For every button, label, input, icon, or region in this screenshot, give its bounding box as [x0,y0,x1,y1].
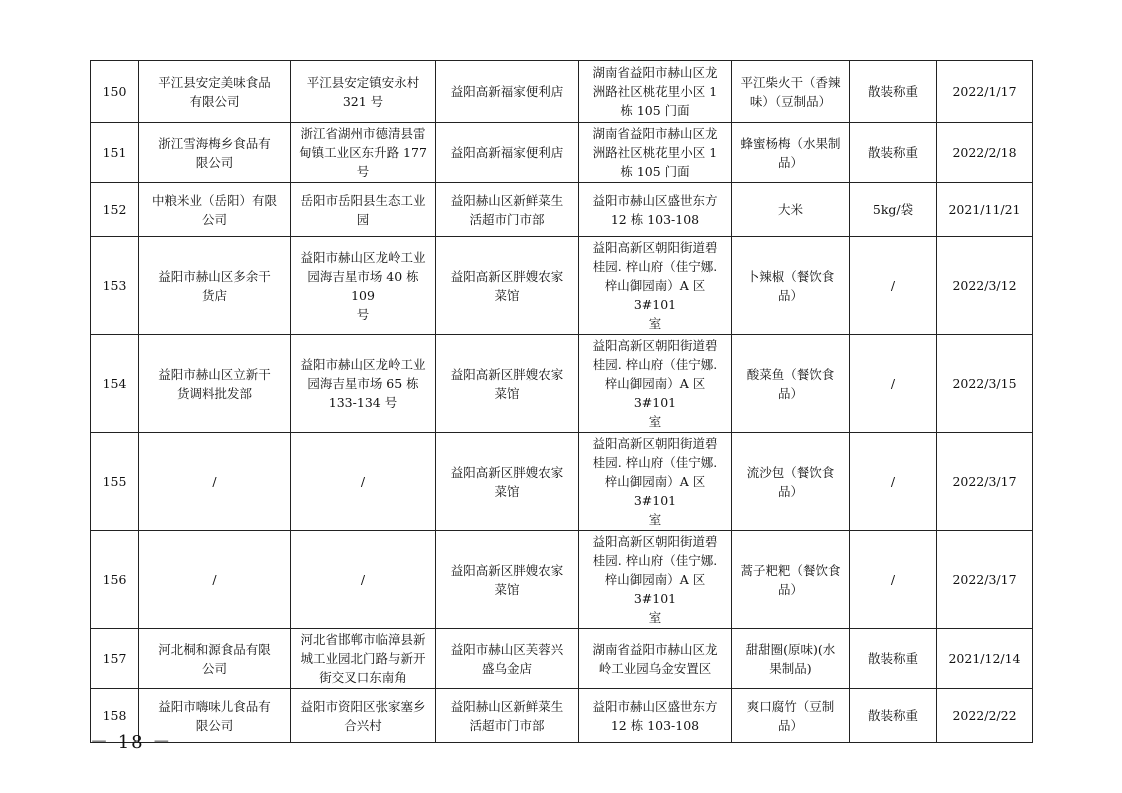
cell-product-name: 平江柴火干（香辣 味）（豆制品） [732,61,850,123]
cell-seller-address: 益阳市赫山区盛世东方 12 栋 103-108 [579,689,732,743]
cell-producer-name: 浙江雪海梅乡食品有 限公司 [139,123,291,183]
cell-specification: / [850,237,937,335]
cell-seller-name: 益阳赫山区新鲜菜生 活超市门市部 [436,689,579,743]
cell-product-name: 卜辣椒（餐饮食 品） [732,237,850,335]
table-row [91,123,1033,183]
cell-producer-name: 益阳市嗨味儿食品有 限公司 [139,689,291,743]
cell-producer-address: 平江县安定镇安永村 321 号 [291,61,436,123]
cell-production-date: 2022/2/18 [937,123,1033,183]
cell-serial-number: 154 [91,335,139,433]
cell-serial-number: 157 [91,629,139,689]
cell-seller-name: 益阳高新福家便利店 [436,123,579,183]
cell-product-name: 蜂蜜杨梅（水果制 品） [732,123,850,183]
cell-producer-name: 益阳市赫山区多余干 货店 [139,237,291,335]
cell-product-name: 甜甜圈(原味)(水 果制品) [732,629,850,689]
cell-product-name: 爽口腐竹（豆制 品） [732,689,850,743]
cell-producer-address: / [291,531,436,629]
cell-seller-address: 益阳市赫山区盛世东方 12 栋 103-108 [579,183,732,237]
cell-production-date: 2022/1/17 [937,61,1033,123]
cell-serial-number: 152 [91,183,139,237]
cell-serial-number: 156 [91,531,139,629]
cell-specification: / [850,335,937,433]
table-row [91,433,1033,531]
cell-product-name: 流沙包（餐饮食 品） [732,433,850,531]
cell-seller-name: 益阳高新福家便利店 [436,61,579,123]
cell-production-date: 2022/3/12 [937,237,1033,335]
cell-specification: 散装称重 [850,629,937,689]
cell-seller-address: 益阳高新区朝阳街道碧 桂园. 梓山府（佳宁娜. 梓山御园南）A 区 3#101 室 [579,531,732,629]
cell-production-date: 2021/12/14 [937,629,1033,689]
cell-seller-address: 益阳高新区朝阳街道碧 桂园. 梓山府（佳宁娜. 梓山御园南）A 区 3#101 室 [579,237,732,335]
cell-production-date: 2022/3/15 [937,335,1033,433]
cell-seller-name: 益阳市赫山区芙蓉兴 盛乌金店 [436,629,579,689]
cell-product-name: 大米 [732,183,850,237]
table-row [91,183,1033,237]
table-row [91,531,1033,629]
cell-producer-address: 浙江省湖州市德清县雷 甸镇工业区东升路 177 号 [291,123,436,183]
cell-producer-address: / [291,433,436,531]
cell-seller-name: 益阳高新区胖嫂农家 菜馆 [436,335,579,433]
table-row [91,689,1033,743]
cell-production-date: 2022/3/17 [937,433,1033,531]
cell-seller-name: 益阳赫山区新鲜菜生 活超市门市部 [436,183,579,237]
cell-seller-address: 益阳高新区朝阳街道碧 桂园. 梓山府（佳宁娜. 梓山御园南）A 区 3#101 室 [579,335,732,433]
cell-serial-number: 158 [91,689,139,743]
cell-seller-name: 益阳高新区胖嫂农家 菜馆 [436,531,579,629]
cell-seller-name: 益阳高新区胖嫂农家 菜馆 [436,433,579,531]
cell-specification: / [850,531,937,629]
table-row [91,237,1033,335]
cell-producer-address: 益阳市赫山区龙岭工业 园海吉星市场 40 栋 109 号 [291,237,436,335]
cell-producer-address: 益阳市资阳区张家塞乡 合兴村 [291,689,436,743]
cell-producer-name: 河北桐和源食品有限 公司 [139,629,291,689]
inspection-table [90,60,1033,743]
table-row [91,61,1033,123]
cell-product-name: 酸菜鱼（餐饮食 品） [732,335,850,433]
cell-specification: / [850,433,937,531]
cell-serial-number: 155 [91,433,139,531]
cell-specification: 散装称重 [850,61,937,123]
cell-seller-address: 湖南省益阳市赫山区龙 洲路社区桃花里小区 1 栋 105 门面 [579,123,732,183]
cell-production-date: 2022/3/17 [937,531,1033,629]
cell-seller-address: 湖南省益阳市赫山区龙 洲路社区桃花里小区 1 栋 105 门面 [579,61,732,123]
table-row [91,629,1033,689]
cell-producer-name: 中粮米业（岳阳）有限 公司 [139,183,291,237]
cell-producer-name: / [139,433,291,531]
cell-serial-number: 153 [91,237,139,335]
cell-production-date: 2021/11/21 [937,183,1033,237]
cell-producer-name: 平江县安定美味食品 有限公司 [139,61,291,123]
cell-serial-number: 150 [91,61,139,123]
cell-production-date: 2022/2/22 [937,689,1033,743]
cell-seller-name: 益阳高新区胖嫂农家 菜馆 [436,237,579,335]
cell-producer-name: / [139,531,291,629]
cell-producer-address: 岳阳市岳阳县生态工业 园 [291,183,436,237]
cell-specification: 散装称重 [850,123,937,183]
cell-specification: 5kg/袋 [850,183,937,237]
cell-specification: 散装称重 [850,689,937,743]
cell-seller-address: 湖南省益阳市赫山区龙 岭工业园乌金安置区 [579,629,732,689]
cell-product-name: 蒿子粑粑（餐饮食 品） [732,531,850,629]
cell-producer-address: 河北省邯郸市临漳县新 城工业园北门路与新开 街交叉口东南角 [291,629,436,689]
cell-producer-name: 益阳市赫山区立新干 货调料批发部 [139,335,291,433]
page-number: － 18 － [90,732,173,753]
cell-seller-address: 益阳高新区朝阳街道碧 桂园. 梓山府（佳宁娜. 梓山御园南）A 区 3#101 室 [579,433,732,531]
table-row [91,335,1033,433]
cell-serial-number: 151 [91,123,139,183]
cell-producer-address: 益阳市赫山区龙岭工业 园海吉星市场 65 栋 133-134 号 [291,335,436,433]
